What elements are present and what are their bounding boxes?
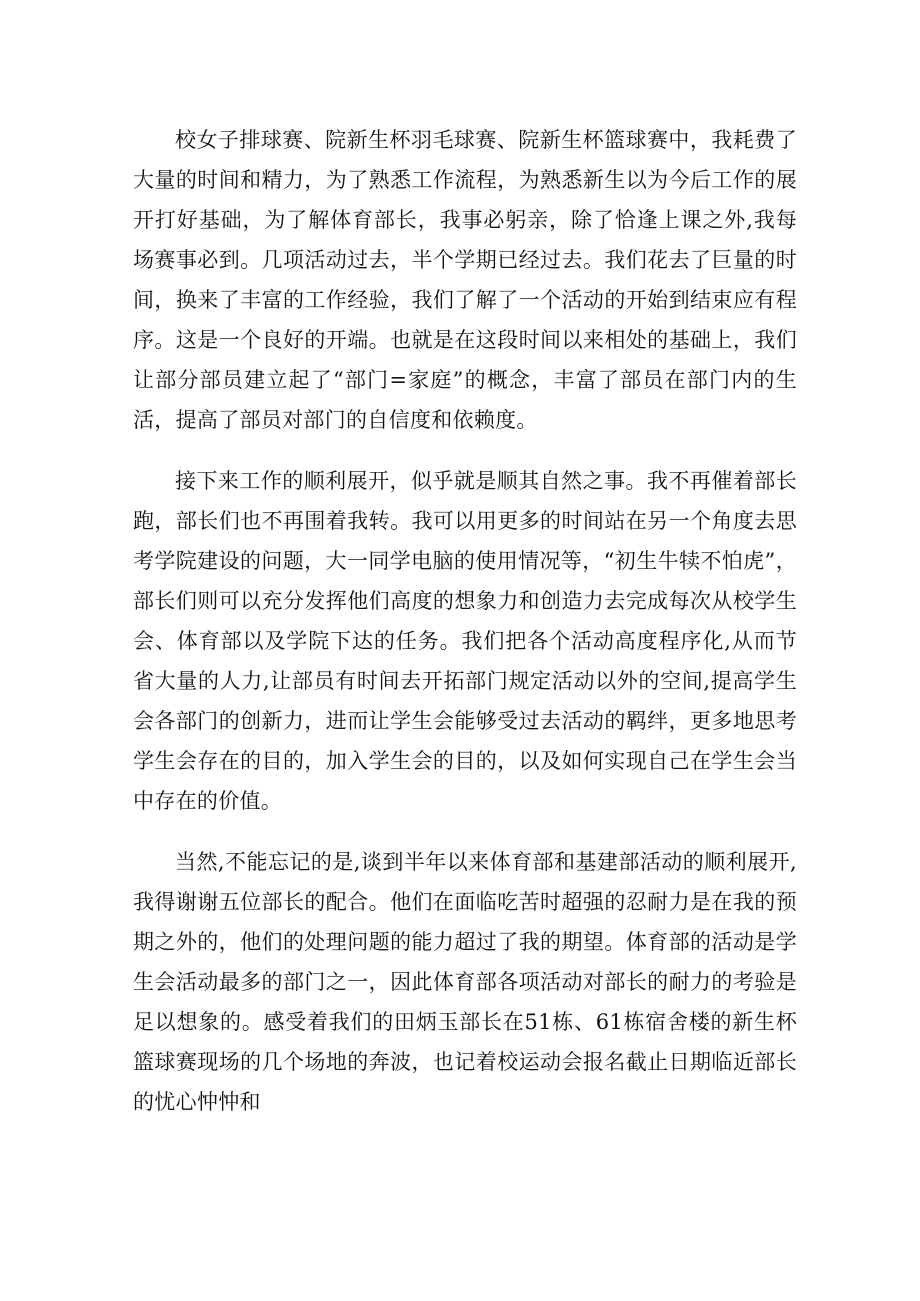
document-body: [133, 120, 797, 1122]
paragraph-3: 当然,不能忘记的是,谈到半年以来体育部和基建部活动的顺利展开,我得谢谢五位部长的配合。他们在面临吃苦时超强的忍耐力是在我的预期之外的，他们的处理问题的能力超过了我的期望。体育部的活动是学生会活动最多的部门之一，因此体育部各项活动对部长的耐力的考验是足以想象的。感受着我们的田炳玉部长在51栋、61栋宿舍楼的新生杯篮球赛现场的几个场地的奔波，也记着校运动会报名截止日期临近部长的忧心忡忡和: [133, 850, 797, 1114]
paragraph-1: 校女子排球赛、院新生杯羽毛球赛、院新生杯篮球赛中，我耗费了大量的时间和精力，为了熟悉工作流程，为熟悉新生以为今后工作的展开打好基础，为了解体育部长，我事必躬亲，除了恰逢上课之外,我每场赛事必到。几项活动过去，半个学期已经过去。我们花去了巨量的时间，换来了丰富的工作经验，我们了解了一个活动的开始到结束应有程序。这是一个良好的开端。也就是在这段时间以来相处的基础上，我们让部分部员建立起了“部门=家庭”的概念，丰富了部员在部门内的生活，提高了部员对部门的自信度和依赖度。: [133, 128, 797, 432]
paragraph-2: 接下来工作的顺利展开，似乎就是顺其自然之事。我不再催着部长跑，部长们也不再围着我转。我可以用更多的时间站在另一个角度去思考学院建设的问题，大一同学电脑的使用情况等，“初生牛犊不怕虎”，部长们则可以充分发挥他们高度的想象力和创造力去完成每次从校学生会、体育部以及学院下达的任务。我们把各个活动高度程序化,从而节省大量的人力,让部员有时间去开拓部门规定活动以外的空间,提高学生会各部门的创新力，进而让学生会能够受过去活动的羁绊，更多地思考学生会存在的目的，加入学生会的目的，以及如何实现自己在学生会当中存在的价值。: [133, 469, 797, 813]
